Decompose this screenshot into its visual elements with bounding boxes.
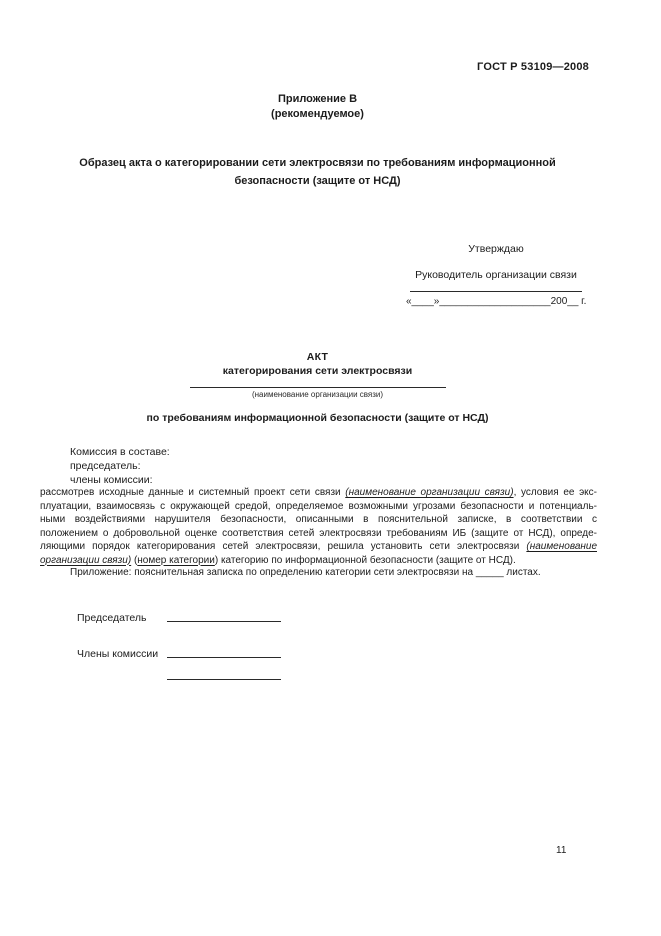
paragraph-line-4: положением о добровольной оценке соответствия сетей электросвязи требованиям ИБ (защите от НСД), опреде-	[40, 527, 597, 539]
page-number: 11	[556, 845, 567, 856]
organization-name-caption: (наименование организации связи)	[251, 390, 384, 399]
paragraph-line-6: организации связи) (номер категории) категорию по информационной безопасности (защите от НСД).	[40, 554, 516, 566]
act-heading: АКТ	[306, 351, 329, 363]
org-name-placeholder: (наименование организации связи)	[345, 487, 514, 498]
commission-chairman: председатель:	[70, 460, 141, 472]
category-number-placeholder: номер категории	[137, 554, 215, 566]
paragraph-line-1: рассмотрев исходные данные и системный проект сети связи (наименование организации связи), условия ее экс-	[40, 487, 597, 498]
doc-code-header: ГОСТ Р 53109—2008	[477, 61, 589, 73]
approval-block	[406, 243, 586, 308]
chairman-signature-label: Председатель	[77, 612, 147, 624]
paragraph-line-3: ными воздействиями нарушителя безопасности, описанными в пояснительной записке, в соответствии с	[40, 514, 597, 525]
act-subheading: категорирования сети электросвязи	[222, 365, 413, 377]
approver-signature-line	[410, 291, 582, 292]
commission-members: члены комиссии:	[70, 474, 153, 486]
act-body-paragraph	[40, 486, 597, 567]
document-title-line2: безопасности (защите от НСД)	[234, 175, 401, 187]
paragraph-line-2: плуатации, взаимосвязь с окружающей средой, определяемое возможными угрозами безопасности и потенциаль-	[40, 500, 597, 512]
act-requirements-line: по требованиям информационной безопасности (защите от НСД)	[146, 412, 489, 424]
org-name-placeholder: (наименование	[526, 541, 597, 552]
member-signature-line	[167, 657, 281, 658]
organization-name-blank-line	[190, 387, 446, 388]
org-name-placeholder: организации связи)	[40, 554, 132, 566]
chairman-signature-line	[167, 621, 281, 622]
approval-date-line: «____»____________________200__ г.	[406, 296, 587, 307]
document-title-line1: Образец акта о категорировании сети электросвязи по требованиям информационной	[79, 157, 556, 169]
commission-intro: Комиссия в составе:	[70, 446, 170, 458]
attachment-note: Приложение: пояснительная записка по определению категории сети электросвязи на _____ листах.	[70, 567, 541, 578]
member-signature-line	[167, 679, 281, 680]
members-signature-label: Члены комиссии	[77, 648, 159, 660]
document-title	[40, 154, 595, 190]
act-heading-block	[40, 350, 595, 425]
commission-list	[40, 445, 595, 487]
appendix-heading	[40, 92, 595, 122]
appendix-label: Приложение В	[277, 93, 358, 105]
approve-label: Утверждаю	[468, 243, 524, 255]
approver-title: Руководитель организации связи	[415, 269, 577, 281]
paragraph-line-5: ляющими порядок категорирования сетей электросвязи, решила установить сети электросвязи (наименование	[40, 541, 597, 552]
appendix-kind: (рекомендуемое)	[271, 108, 364, 120]
